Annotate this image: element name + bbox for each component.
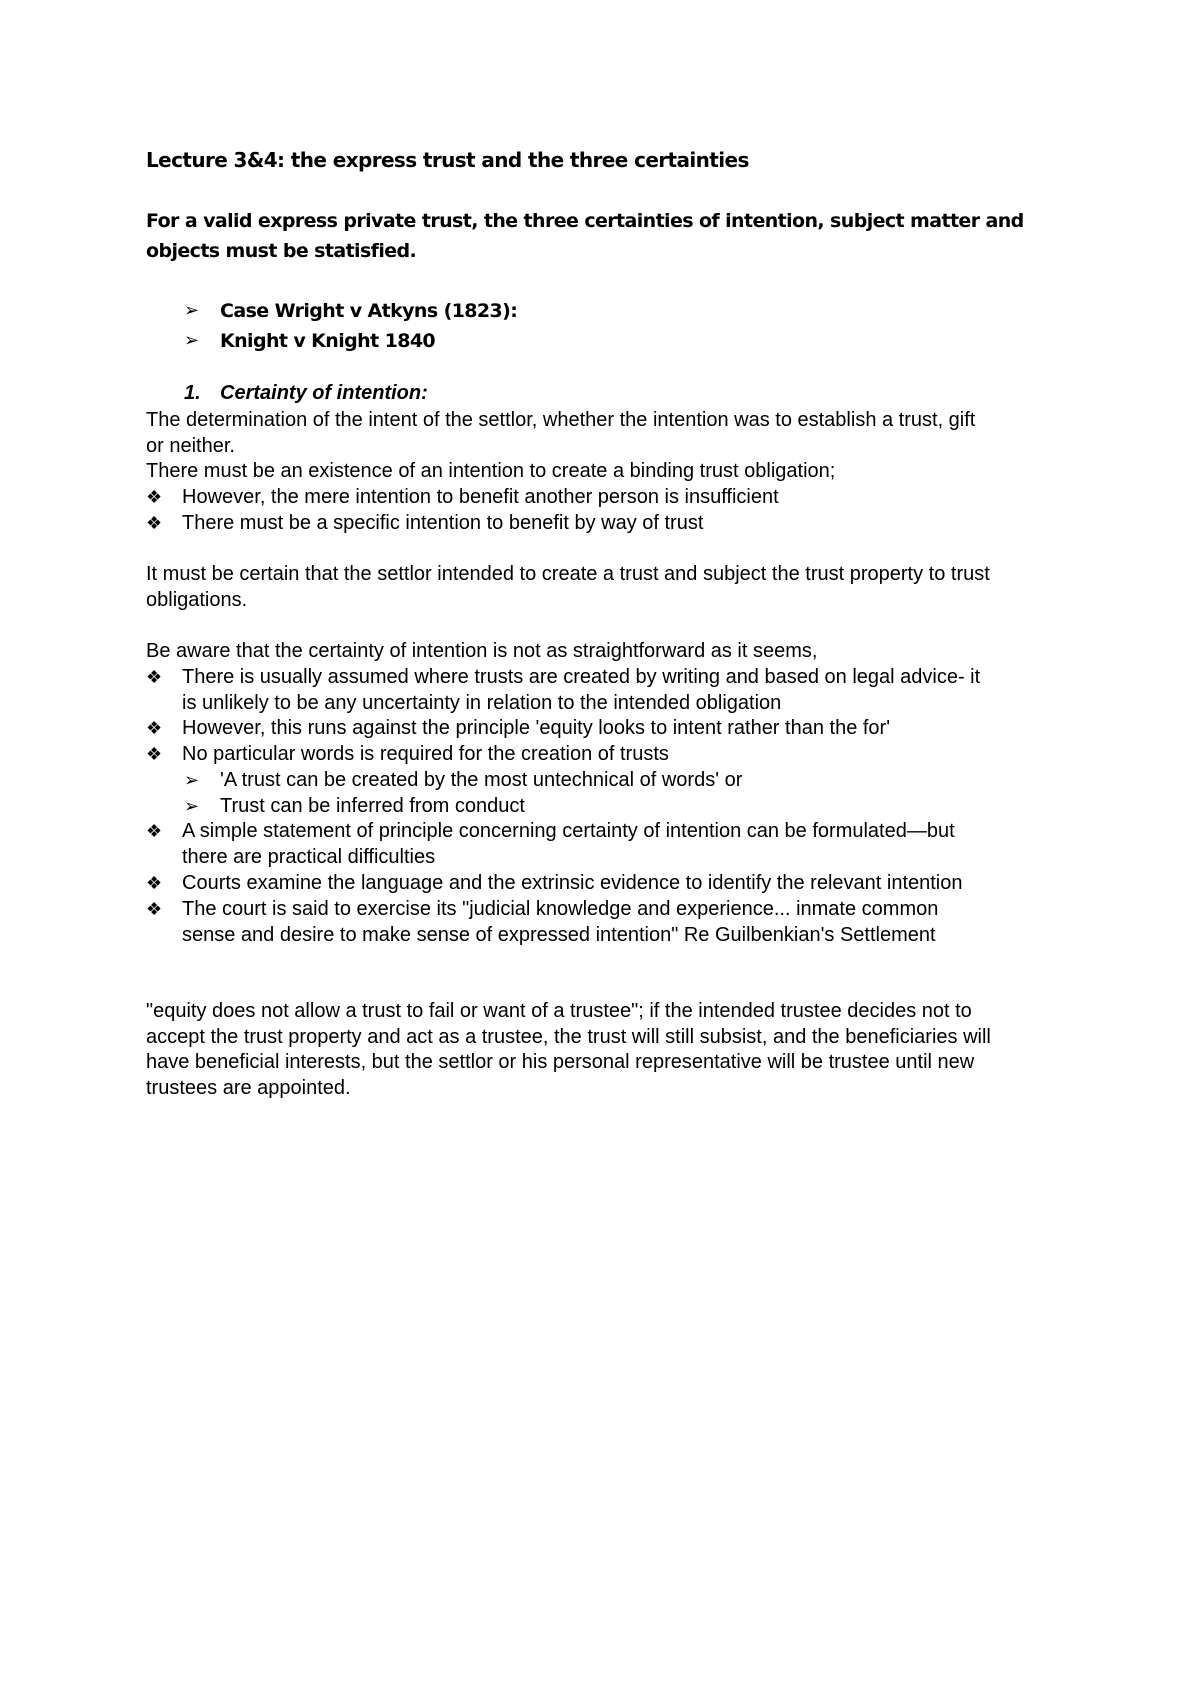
diamond-bullet-icon: ❖ [146, 487, 163, 507]
bullet-text: No particular words is required for the creation of trusts [182, 743, 669, 765]
diamond-bullet-icon: ❖ [146, 821, 163, 841]
diamond-bullet-icon: ❖ [146, 718, 163, 738]
bullet-text: Courts examine the language and the extrinsic evidence to identify the relevant intention [182, 872, 963, 894]
case-name: Knight v Knight 1840 [220, 330, 436, 352]
bullet-text: A simple statement of principle concerning certainty of intention can be formulated—but [182, 820, 955, 842]
paragraph-line: have beneficial interests, but the settlor or his personal representative will be trustee until new [146, 1051, 975, 1073]
bullet-text: there are practical difficulties [182, 845, 436, 868]
paragraph-line: obligations. [146, 588, 248, 611]
intro-line: objects must be statisfied. [146, 240, 417, 262]
bullet-text: The court is said to exercise its "judicial knowledge and experience... inmate common [182, 898, 939, 920]
paragraph-line: There must be an existence of an intention to create a binding trust obligation; [146, 460, 836, 482]
intro-statement [146, 206, 1076, 266]
paragraph-line: or neither. [146, 434, 235, 457]
paragraph [146, 408, 975, 459]
paragraph-line: Be aware that the certainty of intention is not as straightforward as it seems, [146, 640, 818, 662]
arrow-bullet-icon: ➢ [184, 796, 200, 816]
diamond-bullet-icon: ❖ [146, 744, 163, 764]
diamond-bullet-icon: ❖ [146, 873, 163, 893]
bullet-text: However, this runs against the principle 'equity looks to intent rather than the for' [182, 717, 891, 739]
paragraph-line: accept the trust property and act as a trustee, the trust will still subsist, and the beneficiaries will [146, 1025, 991, 1048]
arrow-bullet-icon: ➢ [184, 770, 200, 790]
paragraph [146, 459, 835, 485]
paragraph-line: "equity does not allow a trust to fail or want of a trustee"; if the intended trustee decides not to [146, 1000, 972, 1022]
paragraph-line: trustees are appointed. [146, 1076, 351, 1099]
subbullet-text: Trust can be inferred from conduct [220, 795, 525, 817]
paragraph [146, 562, 990, 613]
bullet-text: There must be a specific intention to benefit by way of trust [182, 512, 704, 534]
paragraph [146, 999, 991, 1101]
bullet-text: is unlikely to be any uncertainty in relation to the intended obligation [182, 691, 782, 714]
bullet-text: However, the mere intention to benefit another person is insufficient [182, 486, 779, 508]
case-name: Case Wright v Atkyns (1823): [220, 300, 518, 322]
arrow-bullet-icon: ➢ [184, 330, 199, 351]
intro-line: For a valid express private trust, the three certainties of intention, subject matter and [146, 210, 1024, 232]
diamond-bullet-icon: ❖ [146, 667, 163, 687]
section-heading-text: Certainty of intention: [220, 382, 428, 404]
paragraph-line: It must be certain that the settlor intended to create a trust and subject the trust property to trust [146, 563, 990, 585]
diamond-bullet-icon: ❖ [146, 513, 163, 533]
bullet-text: sense and desire to make sense of expressed intention" Re Guilbenkian's Settlement [182, 923, 936, 946]
subbullet-text: 'A trust can be created by the most untechnical of words' or [220, 769, 743, 791]
section-number: 1. [184, 382, 201, 404]
arrow-bullet-icon: ➢ [184, 300, 199, 321]
paragraph-line: The determination of the intent of the settlor, whether the intention was to establish a trust, gift [146, 409, 976, 431]
document-title: Lecture 3&4: the express trust and the three certainties [146, 148, 749, 172]
diamond-bullet-icon: ❖ [146, 899, 163, 919]
bullet-text: There is usually assumed where trusts are created by writing and based on legal advice- it [182, 666, 981, 688]
paragraph [146, 639, 817, 665]
